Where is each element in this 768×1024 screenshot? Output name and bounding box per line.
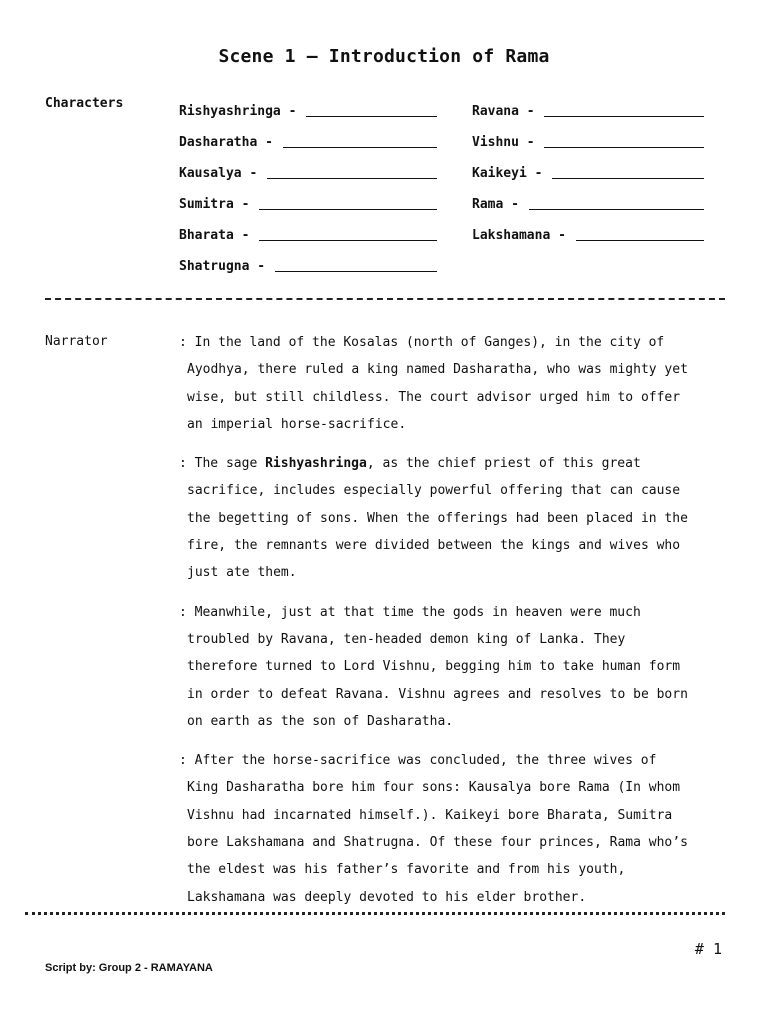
paragraph-first-line: : After the horse-sacrifice was concluded, the three wives of <box>179 753 657 769</box>
paragraph-line: sacrifice, includes especially powerful offering that can cause <box>187 483 681 499</box>
dotted-divider <box>25 912 725 915</box>
paragraph-line: Lakshamana was deeply devoted to his elder brother. <box>187 889 587 905</box>
footer-credit: Script by: Group 2 - RAMAYANA <box>45 962 213 974</box>
characters-column-left <box>179 96 437 282</box>
narration-paragraph <box>179 329 724 438</box>
paragraph-line: in order to defeat Ravana. Vishnu agrees and resolves to be born <box>187 686 688 702</box>
character-name: Rishyashringa <box>179 104 281 119</box>
narration-paragraph <box>179 450 724 586</box>
character-separator: - <box>518 135 543 150</box>
character-separator: - <box>241 166 266 181</box>
paragraph-bold-name: Rishyashringa <box>265 456 367 472</box>
narration-paragraph <box>179 747 724 911</box>
character-separator: - <box>550 228 574 243</box>
paragraph-text: , as the chief priest of this great <box>366 456 641 472</box>
character-name: Kausalya <box>179 166 242 181</box>
character-name: Vishnu <box>472 135 519 150</box>
character-separator: - <box>280 104 305 119</box>
character-name: Dasharatha <box>179 135 258 150</box>
character-separator: - <box>503 197 527 212</box>
blank-line-field[interactable] <box>552 164 704 179</box>
page-number: # 1 <box>694 940 722 958</box>
paragraph-line: just ate them. <box>187 565 297 581</box>
narration-paragraph <box>179 599 724 735</box>
character-row <box>472 220 704 251</box>
paragraph-line: Ayodhya, there ruled a king named Dasharatha, who was mighty yet <box>187 362 688 378</box>
character-row <box>472 127 704 158</box>
paragraph-line: on earth as the son of Dasharatha. <box>187 713 454 729</box>
character-row <box>472 158 704 189</box>
character-row <box>472 189 704 220</box>
blank-line-field[interactable] <box>306 102 437 117</box>
blank-line-field[interactable] <box>576 226 704 241</box>
character-row <box>179 251 437 282</box>
paragraph-line: King Dasharatha bore him four sons: Kausalya bore Rama (In whom <box>187 780 681 796</box>
character-row <box>179 127 437 158</box>
character-separator: - <box>233 228 258 243</box>
paragraph-line: fire, the remnants were divided between the kings and wives who <box>187 538 681 554</box>
character-row <box>179 158 437 189</box>
character-separator: - <box>526 166 551 181</box>
character-separator: - <box>233 197 258 212</box>
paragraph-line: bore Lakshamana and Shatrugna. Of these four princes, Rama who’s <box>187 835 688 851</box>
blank-line-field[interactable] <box>275 257 437 272</box>
character-name: Sumitra <box>179 197 234 212</box>
paragraph-line: therefore turned to Lord Vishnu, begging him to take human form <box>187 659 681 675</box>
blank-line-field[interactable] <box>267 164 437 179</box>
blank-line-field[interactable] <box>259 195 437 210</box>
character-name: Kaikeyi <box>472 166 527 181</box>
blank-line-field[interactable] <box>529 195 704 210</box>
characters-label: Characters <box>45 96 124 111</box>
blank-line-field[interactable] <box>259 226 437 241</box>
paragraph-line: wise, but still childless. The court advisor urged him to offer <box>187 389 681 405</box>
characters-column-right <box>472 96 704 251</box>
character-row <box>472 96 704 127</box>
character-separator: - <box>249 259 273 274</box>
character-name: Rama <box>472 197 504 212</box>
blank-line-field[interactable] <box>283 133 437 148</box>
character-row <box>179 96 437 127</box>
blank-line-field[interactable] <box>544 102 704 117</box>
character-separator: - <box>257 135 281 150</box>
paragraph-line: the begetting of sons. When the offerings had been placed in the <box>187 510 688 526</box>
character-name: Bharata <box>179 228 234 243</box>
paragraph-line: an imperial horse-sacrifice. <box>187 416 407 432</box>
narrator-label: Narrator <box>45 334 108 349</box>
paragraph-text: : The sage <box>179 456 266 472</box>
page-title: Scene 1 – Introduction of Rama <box>218 46 550 67</box>
blank-line-field[interactable] <box>544 133 704 148</box>
paragraph-first-line: : Meanwhile, just at that time the gods in heaven were much <box>179 604 641 620</box>
paragraph-first-line: : In the land of the Kosalas (north of Ganges), in the city of <box>179 335 665 350</box>
narration-block <box>179 329 724 923</box>
paragraph-line: the eldest was his father’s favorite and from his youth, <box>187 862 626 878</box>
character-row <box>179 220 437 251</box>
character-name: Lakshamana <box>472 228 551 243</box>
character-name: Ravana <box>472 104 519 119</box>
paragraph-line: troubled by Ravana, ten-headed demon king of Lanka. They <box>187 631 626 647</box>
character-row <box>179 189 437 220</box>
character-separator: - <box>518 104 543 119</box>
paragraph-line: Vishnu had incarnated himself.). Kaikeyi bore Bharata, Sumitra <box>187 807 673 823</box>
dashed-divider <box>45 298 725 300</box>
character-name: Shatrugna <box>179 259 250 274</box>
